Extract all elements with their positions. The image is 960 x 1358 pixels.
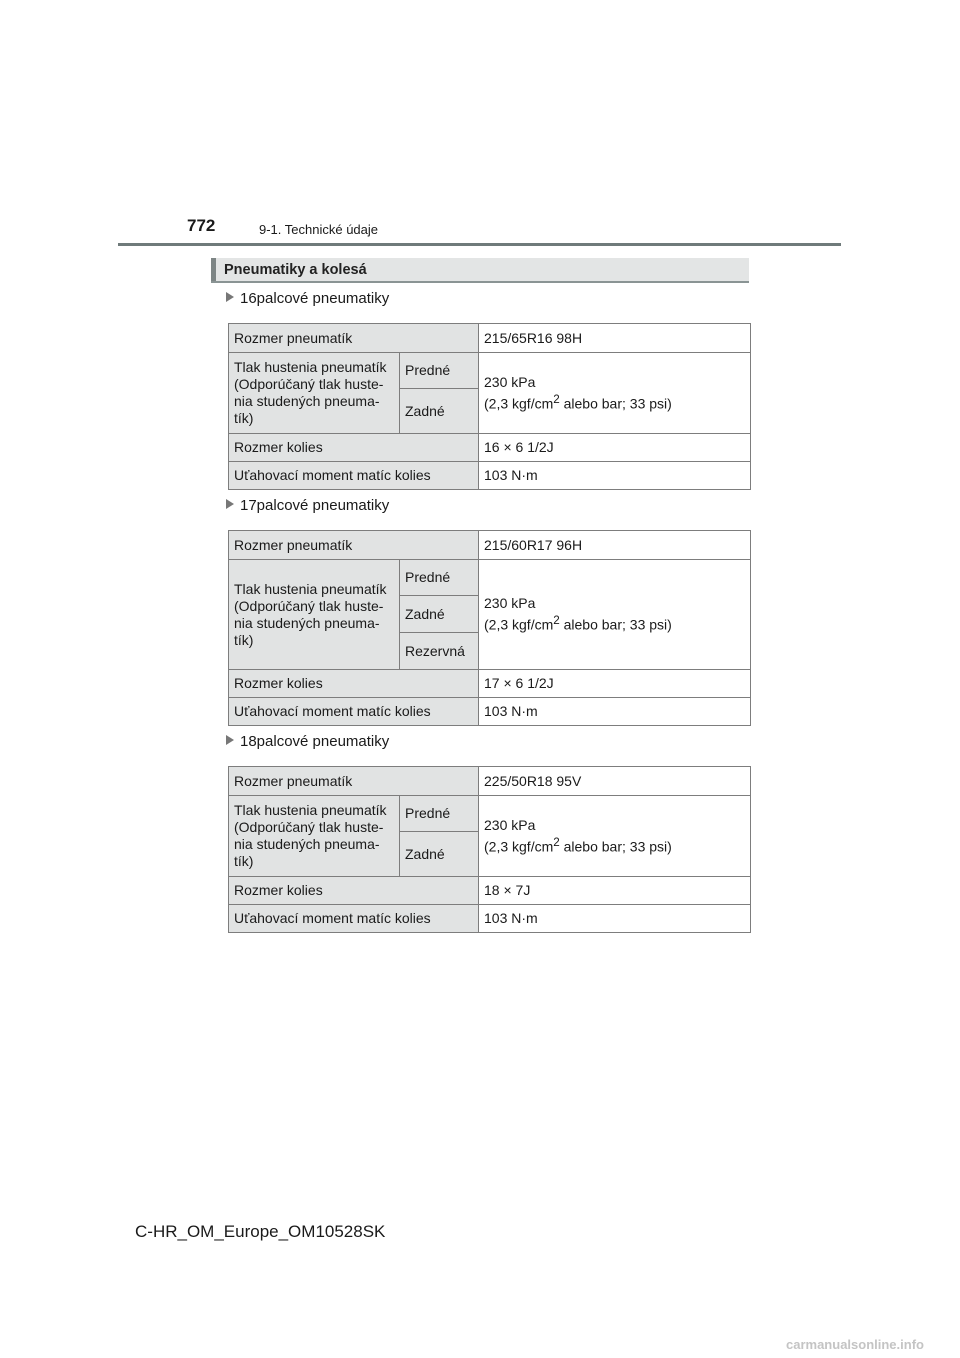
- torque-value: 103 N·m: [479, 462, 751, 490]
- tire-size-value: 215/60R17 96H: [479, 531, 751, 560]
- pressure-label-line: Tlak hustenia pneumatík: [234, 580, 387, 597]
- pressure-value: [479, 796, 751, 877]
- pressure-label-line: Tlak hustenia pneumatík: [234, 359, 387, 375]
- wheel-size-value: 16 × 6 1/2J: [479, 434, 751, 462]
- wheel-size-value: 17 × 6 1/2J: [479, 670, 751, 698]
- tire-spec-table-17: [228, 530, 751, 726]
- table-row: [229, 698, 751, 726]
- table-row: [229, 353, 751, 389]
- table-row: [229, 905, 751, 933]
- table-row: [229, 560, 751, 596]
- subheading-text: 17palcové pneumatiky: [240, 497, 390, 514]
- torque-label: Uťahovací moment matíc kolies: [229, 698, 479, 726]
- torque-label: Uťahovací moment matíc kolies: [229, 462, 479, 490]
- subheading-text: 18palcové pneumatiky: [240, 733, 390, 750]
- tire-size-value: 215/65R16 98H: [479, 324, 751, 353]
- page-number: 772: [187, 216, 216, 235]
- pressure-kpa: 230 kPa: [484, 373, 536, 390]
- superscript: 2: [553, 614, 560, 628]
- pressure-label-line: Tlak hustenia pneumatík: [234, 802, 387, 818]
- pressure-kpa: 230 kPa: [484, 595, 536, 612]
- pressure-bar-psi: alebo bar; 33 psi): [559, 395, 672, 412]
- pressure-bar-psi: alebo bar; 33 psi): [559, 838, 672, 855]
- pressure-label-line: nia studených pneuma-: [234, 836, 380, 852]
- position-front: Predné: [400, 796, 479, 832]
- pressure-label: [229, 796, 400, 877]
- table-row: [229, 462, 751, 490]
- pressure-bar-psi: alebo bar; 33 psi): [559, 616, 672, 633]
- pressure-label-line: tík): [234, 853, 254, 869]
- superscript: 2: [553, 835, 560, 849]
- pressure-label: [229, 353, 400, 434]
- pressure-value: [479, 353, 751, 434]
- position-spare: Rezervná: [400, 633, 479, 670]
- table-row: [229, 324, 751, 353]
- table-row: [229, 670, 751, 698]
- tire-size-label: Rozmer pneumatík: [229, 324, 479, 353]
- wheel-size-label: Rozmer kolies: [229, 670, 479, 698]
- triangle-bullet-icon: [226, 735, 234, 745]
- pressure-label-line: nia studených pneuma-: [234, 393, 380, 409]
- pressure-kgf: (2,3 kgf/cm: [484, 616, 554, 633]
- section-title: Pneumatiky a kolesá: [224, 262, 367, 278]
- section-header: [211, 258, 749, 283]
- position-front: Predné: [400, 353, 479, 389]
- table-row: [229, 767, 751, 796]
- position-rear: Zadné: [400, 596, 479, 633]
- pressure-kgf: (2,3 kgf/cm: [484, 395, 554, 412]
- subheading-16-inch: [226, 290, 389, 307]
- subheading-17-inch: [226, 497, 389, 514]
- wheel-size-label: Rozmer kolies: [229, 877, 479, 905]
- triangle-bullet-icon: [226, 292, 234, 302]
- position-rear: Zadné: [400, 832, 479, 877]
- pressure-label-line: tík): [234, 410, 254, 426]
- table-row: [229, 796, 751, 832]
- torque-value: 103 N·m: [479, 905, 751, 933]
- pressure-kpa: 230 kPa: [484, 816, 536, 833]
- torque-value: 103 N·m: [479, 698, 751, 726]
- watermark: carmanualsonline.info: [786, 1337, 924, 1352]
- tire-size-value: 225/50R18 95V: [479, 767, 751, 796]
- wheel-size-value: 18 × 7J: [479, 877, 751, 905]
- subheading-text: 16palcové pneumatiky: [240, 290, 390, 307]
- subheading-18-inch: [226, 733, 389, 750]
- pressure-label: [229, 560, 400, 670]
- table-row: [229, 434, 751, 462]
- chapter-title: 9-1. Technické údaje: [259, 222, 379, 237]
- pressure-value: [479, 560, 751, 670]
- position-rear: Zadné: [400, 389, 479, 434]
- pressure-label-line: (Odporúčaný tlak huste-: [234, 376, 384, 392]
- tire-spec-table-16: [228, 323, 751, 490]
- superscript: 2: [553, 392, 560, 406]
- tire-size-label: Rozmer pneumatík: [229, 767, 479, 796]
- torque-label: Uťahovací moment matíc kolies: [229, 905, 479, 933]
- pressure-label-line: (Odporúčaný tlak huste-: [234, 597, 384, 614]
- table-row: [229, 531, 751, 560]
- document-code: C-HR_OM_Europe_OM10528SK: [135, 1222, 386, 1241]
- tire-spec-table-18: [228, 766, 751, 933]
- pressure-label-line: (Odporúčaný tlak huste-: [234, 819, 384, 835]
- header-divider: [118, 243, 841, 246]
- table-row: [229, 877, 751, 905]
- tire-size-label: Rozmer pneumatík: [229, 531, 479, 560]
- wheel-size-label: Rozmer kolies: [229, 434, 479, 462]
- pressure-kgf: (2,3 kgf/cm: [484, 838, 554, 855]
- position-front: Predné: [400, 560, 479, 596]
- triangle-bullet-icon: [226, 499, 234, 509]
- pressure-label-line: nia studených pneuma-: [234, 614, 380, 631]
- pressure-label-line: tík): [234, 631, 254, 648]
